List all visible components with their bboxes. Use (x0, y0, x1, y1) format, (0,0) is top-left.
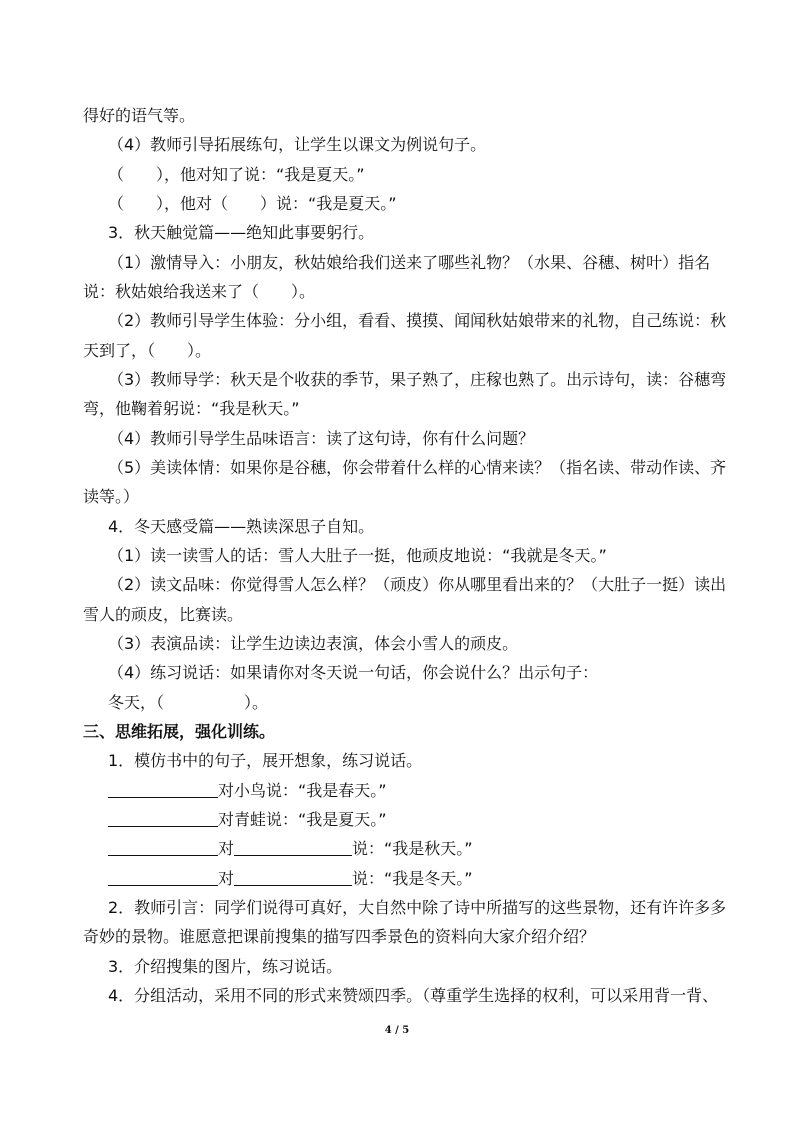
text-line: （4）练习说话：如果请你对冬天说一句话，你会说什么？出示句子： (108, 663, 599, 682)
page-number: 4 / 5 (384, 1025, 410, 1036)
text-line: 3．介绍搜集的图片，练习说话。 (108, 957, 343, 976)
text-line: （3）教师导学：秋天是个收获的季节，果子熟了，庄稼也熟了。出示诗句，读：谷穗弯 (108, 370, 727, 389)
section-heading: 三、思维拓展，强化训练。 (83, 722, 276, 741)
text-line: （3）表演品读：让学生边读边表演，体会小雪人的顽皮。 (108, 634, 519, 653)
fill-text: 对青蛙说：“我是夏天。” (218, 810, 387, 829)
text-line: 4．冬天感受篇——熟读深思子自知。 (108, 517, 375, 536)
fill-text: 对小鸟说：“我是春天。” (218, 781, 387, 800)
text-line: 天到了，（ ）。 (83, 341, 212, 360)
text-line: 弯，他鞠着躬说：“我是秋天。” (83, 399, 300, 418)
text-line: （4）教师引导学生品味语言：读了这句诗，你有什么问题？ (108, 429, 535, 448)
text-line: （4）教师引导拓展练句，让学生以课文为例说句子。 (108, 135, 487, 154)
text-line: 说：秋姑娘给我送来了（ ）。 (83, 282, 316, 301)
fill-text: 说：“我是秋天。” (352, 839, 473, 858)
text-line: 4．分组活动，采用不同的形式来赞颂四季。（尊重学生选择的权利，可以采用背一背、 (108, 986, 719, 1005)
text-line: （5）美读体情：如果你是谷穗，你会带着什么样的心情来读？（指名读、带动作读、齐 (108, 458, 727, 477)
fill-in-line (108, 805, 794, 834)
text-line: （ ），他对（ ）说：“我是夏天。” (108, 194, 397, 213)
answer-blank (234, 867, 352, 886)
fill-in-line (108, 776, 794, 805)
text-line: （2）读文品味：你觉得雪人怎么样？（顽皮）你从哪里看出来的？（大肚子一挺）读出 (108, 575, 727, 594)
text-line: 1．模仿书中的句子，展开想象，练习说话。 (108, 751, 423, 770)
text-line: 3．秋天触觉篇——绝知此事要躬行。 (108, 223, 375, 242)
text-line: 得好的语气等。 (83, 106, 196, 125)
fill-in-line (108, 834, 794, 863)
text-line: 读等。） (83, 487, 140, 506)
fill-in-line (108, 864, 794, 893)
text-line: 奇妙的景物。谁愿意把课前搜集的描写四季景色的资料向大家介绍介绍？ (83, 927, 596, 946)
text-line: （1）读一读雪人的话：雪人大肚子一挺，他顽皮地说：“我就是冬天。” (108, 546, 607, 565)
answer-blank (108, 808, 218, 827)
text-line: 雪人的顽皮，比赛读。 (83, 605, 244, 624)
fill-text: 说：“我是冬天。” (352, 869, 473, 888)
fill-text: 对 (218, 869, 235, 888)
answer-blank (108, 867, 218, 886)
text-line: 冬天，（ ）。 (108, 693, 269, 712)
answer-blank (108, 837, 218, 856)
text-line: （1）激情导入：小朋友，秋姑娘给我们送来了哪些礼物？（水果、谷穗、树叶）指名 (108, 253, 711, 272)
text-line: （ ），他对知了说：“我是夏天。” (108, 165, 365, 184)
text-line: （2）教师引导学生体验：分小组，看看、摸摸、闻闻秋姑娘带来的礼物，自己练说：秋 (108, 311, 727, 330)
answer-blank (108, 779, 218, 798)
fill-text: 对 (218, 839, 235, 858)
text-line: 2．教师引言：同学们说得可真好，大自然中除了诗中所描写的这些景物，还有许许多多 (108, 898, 727, 917)
answer-blank (234, 837, 352, 856)
